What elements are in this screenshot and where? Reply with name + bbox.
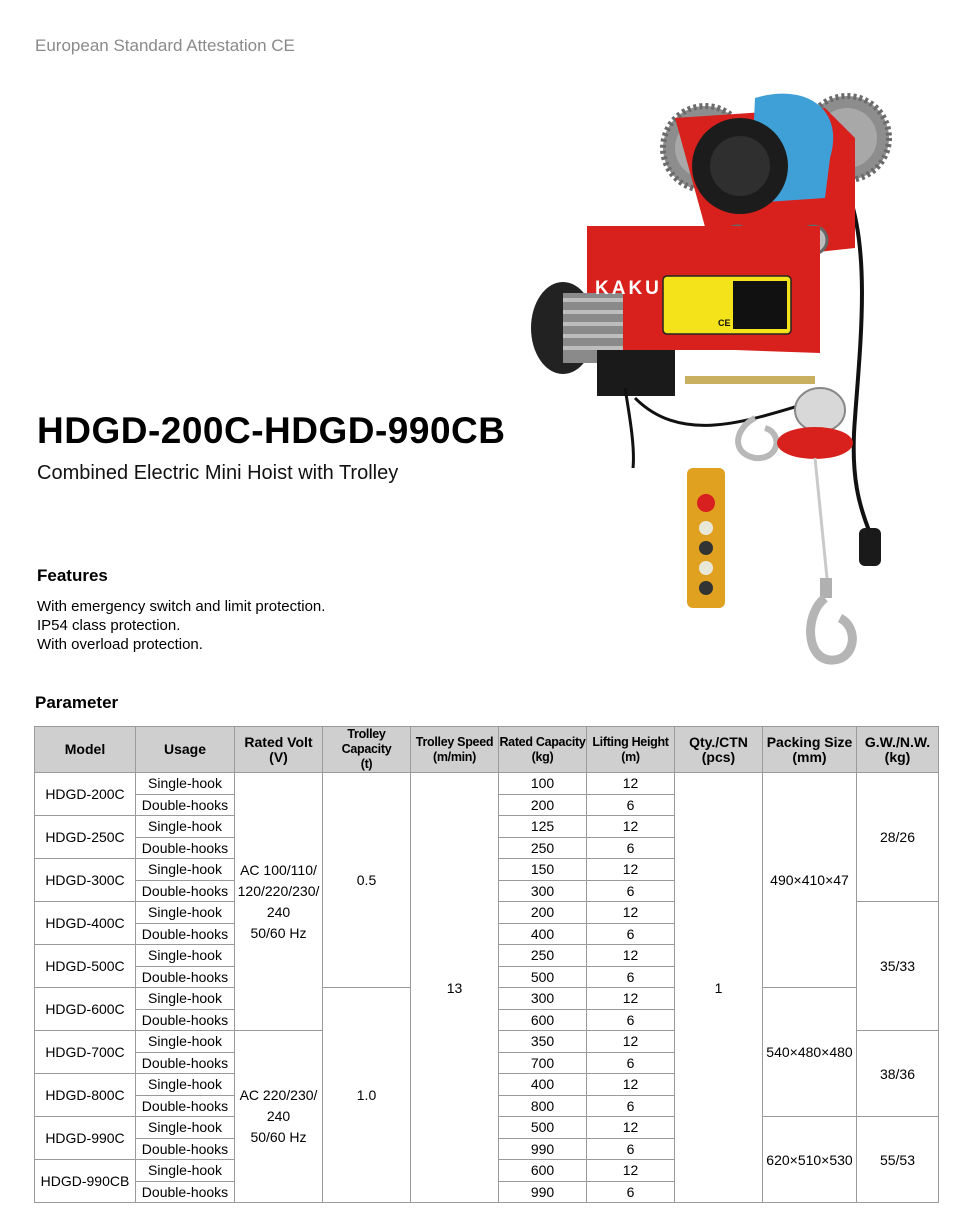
model-cell: HDGD-990CB bbox=[35, 1160, 136, 1203]
parameter-heading: Parameter bbox=[35, 693, 119, 712]
product-title: HDGD-200C-HDGD-990CB bbox=[37, 410, 506, 451]
col-header-usage: Usage bbox=[136, 727, 235, 773]
usage-cell: Double-hooks bbox=[136, 1181, 235, 1203]
usage-cell: Double-hooks bbox=[136, 923, 235, 945]
col-header-rated-volt: Rated Volt (V) bbox=[235, 727, 323, 773]
model-cell: HDGD-800C bbox=[35, 1074, 136, 1117]
usage-cell: Double-hooks bbox=[136, 1095, 235, 1117]
model-cell: HDGD-400C bbox=[35, 902, 136, 945]
emergency-stop-button bbox=[697, 494, 715, 512]
control-box bbox=[597, 350, 675, 396]
rated-capacity-cell: 150 bbox=[499, 859, 587, 881]
usage-cell: Single-hook bbox=[136, 859, 235, 881]
rated-capacity-cell: 800 bbox=[499, 1095, 587, 1117]
gw-nw-cell: 35/33 bbox=[857, 902, 939, 1031]
rated-capacity-cell: 300 bbox=[499, 880, 587, 902]
usage-cell: Double-hooks bbox=[136, 880, 235, 902]
usage-cell: Double-hooks bbox=[136, 966, 235, 988]
col-header-lifting-height: Lifting Height (m) bbox=[587, 727, 675, 773]
feature-item: With emergency switch and limit protection. bbox=[37, 598, 326, 615]
rated-capacity-cell: 250 bbox=[499, 837, 587, 859]
gw-nw-cell: 55/53 bbox=[857, 1117, 939, 1203]
rated-volt-cell: AC 220/230/ 240 50/60 Hz bbox=[235, 1031, 323, 1203]
lifting-height-cell: 6 bbox=[587, 794, 675, 816]
features-list bbox=[37, 597, 325, 654]
col-header-model: Model bbox=[35, 727, 136, 773]
usage-cell: Single-hook bbox=[136, 945, 235, 967]
usage-cell: Double-hooks bbox=[136, 1052, 235, 1074]
lifting-height-cell: 6 bbox=[587, 880, 675, 902]
table-row bbox=[35, 773, 939, 795]
lifting-height-cell: 12 bbox=[587, 1160, 675, 1182]
lifting-height-cell: 6 bbox=[587, 837, 675, 859]
rated-capacity-cell: 500 bbox=[499, 966, 587, 988]
rated-volt-cell: AC 100/110/ 120/220/230/ 240 50/60 Hz bbox=[235, 773, 323, 1031]
col-header-rated-capacity: Rated Capacity (kg) bbox=[499, 727, 587, 773]
red-cone bbox=[777, 427, 853, 459]
usage-cell: Double-hooks bbox=[136, 1138, 235, 1160]
plug-icon bbox=[859, 528, 881, 566]
qty-ctn-cell: 1 bbox=[675, 773, 763, 1203]
rated-capacity-cell: 600 bbox=[499, 1160, 587, 1182]
features-heading: Features bbox=[37, 566, 108, 585]
parameter-table bbox=[34, 726, 939, 1203]
lifting-height-cell: 6 bbox=[587, 1095, 675, 1117]
gw-nw-cell: 28/26 bbox=[857, 773, 939, 902]
model-cell: HDGD-500C bbox=[35, 945, 136, 988]
model-cell: HDGD-200C bbox=[35, 773, 136, 816]
table-header-row bbox=[35, 727, 939, 773]
rated-capacity-cell: 990 bbox=[499, 1181, 587, 1203]
usage-cell: Double-hooks bbox=[136, 794, 235, 816]
usage-cell: Single-hook bbox=[136, 1117, 235, 1139]
pendant-button bbox=[699, 541, 713, 555]
pulley-icon bbox=[795, 388, 845, 432]
lifting-height-cell: 6 bbox=[587, 1181, 675, 1203]
model-cell: HDGD-300C bbox=[35, 859, 136, 902]
lifting-height-cell: 6 bbox=[587, 966, 675, 988]
brand-label: KAKU bbox=[595, 278, 662, 299]
rated-capacity-cell: 500 bbox=[499, 1117, 587, 1139]
lifting-height-cell: 12 bbox=[587, 859, 675, 881]
usage-cell: Single-hook bbox=[136, 1031, 235, 1053]
usage-cell: Double-hooks bbox=[136, 1009, 235, 1031]
rated-capacity-cell: 350 bbox=[499, 1031, 587, 1053]
packing-size-cell: 620×510×530 bbox=[763, 1117, 857, 1203]
model-cell: HDGD-600C bbox=[35, 988, 136, 1031]
lifting-height-cell: 6 bbox=[587, 923, 675, 945]
hook-icon bbox=[811, 578, 853, 660]
product-subtitle: Combined Electric Mini Hoist with Trolley bbox=[37, 462, 399, 484]
col-header-packing-size: Packing Size (mm) bbox=[763, 727, 857, 773]
usage-cell: Single-hook bbox=[136, 902, 235, 924]
rated-capacity-cell: 100 bbox=[499, 773, 587, 795]
model-cell: HDGD-250C bbox=[35, 816, 136, 859]
lifting-height-cell: 12 bbox=[587, 1074, 675, 1096]
pendant-button bbox=[699, 581, 713, 595]
usage-cell: Single-hook bbox=[136, 1074, 235, 1096]
usage-cell: Double-hooks bbox=[136, 837, 235, 859]
lifting-height-cell: 12 bbox=[587, 773, 675, 795]
rated-capacity-cell: 200 bbox=[499, 902, 587, 924]
trolley-capacity-cell: 1.0 bbox=[323, 988, 411, 1203]
packing-size-cell: 490×410×47 bbox=[763, 773, 857, 988]
rated-capacity-cell: 400 bbox=[499, 923, 587, 945]
model-cell: HDGD-700C bbox=[35, 1031, 136, 1074]
usage-cell: Single-hook bbox=[136, 773, 235, 795]
header-note: European Standard Attestation CE bbox=[35, 36, 295, 55]
lifting-height-cell: 12 bbox=[587, 1117, 675, 1139]
lifting-height-cell: 12 bbox=[587, 988, 675, 1010]
col-header-gw-nw: G.W./N.W. (kg) bbox=[857, 727, 939, 773]
col-header-trolley-speed: Trolley Speed (m/min) bbox=[411, 727, 499, 773]
col-header-trolley-capacity: Trolley Capacity (t) bbox=[323, 727, 411, 773]
packing-size-cell: 540×480×480 bbox=[763, 988, 857, 1117]
usage-cell: Single-hook bbox=[136, 988, 235, 1010]
ce-mark: CE bbox=[718, 318, 731, 328]
lifting-height-cell: 12 bbox=[587, 945, 675, 967]
pendant-button bbox=[699, 521, 713, 535]
pendant-button bbox=[699, 561, 713, 575]
hoist-product-image bbox=[525, 88, 895, 670]
model-cell: HDGD-990C bbox=[35, 1117, 136, 1160]
lifting-height-cell: 6 bbox=[587, 1009, 675, 1031]
rated-capacity-cell: 600 bbox=[499, 1009, 587, 1031]
lifting-height-cell: 6 bbox=[587, 1138, 675, 1160]
rated-capacity-cell: 400 bbox=[499, 1074, 587, 1096]
rated-capacity-cell: 990 bbox=[499, 1138, 587, 1160]
trolley-capacity-cell: 0.5 bbox=[323, 773, 411, 988]
power-cord bbox=[850, 198, 870, 533]
rated-capacity-cell: 125 bbox=[499, 816, 587, 838]
feature-item: IP54 class protection. bbox=[37, 617, 181, 634]
feature-item: With overload protection. bbox=[37, 636, 203, 653]
lifting-height-cell: 6 bbox=[587, 1052, 675, 1074]
rated-capacity-cell: 700 bbox=[499, 1052, 587, 1074]
col-header-qty-ctn: Qty./CTN (pcs) bbox=[675, 727, 763, 773]
usage-cell: Single-hook bbox=[136, 816, 235, 838]
rated-capacity-cell: 200 bbox=[499, 794, 587, 816]
lifting-height-cell: 12 bbox=[587, 902, 675, 924]
rated-capacity-cell: 300 bbox=[499, 988, 587, 1010]
gw-nw-cell: 38/36 bbox=[857, 1031, 939, 1117]
rated-capacity-cell: 250 bbox=[499, 945, 587, 967]
hook-small-icon bbox=[738, 418, 776, 458]
trolley-speed-cell: 13 bbox=[411, 773, 499, 1203]
usage-cell: Single-hook bbox=[136, 1160, 235, 1182]
lifting-height-cell: 12 bbox=[587, 1031, 675, 1053]
lifting-height-cell: 12 bbox=[587, 816, 675, 838]
